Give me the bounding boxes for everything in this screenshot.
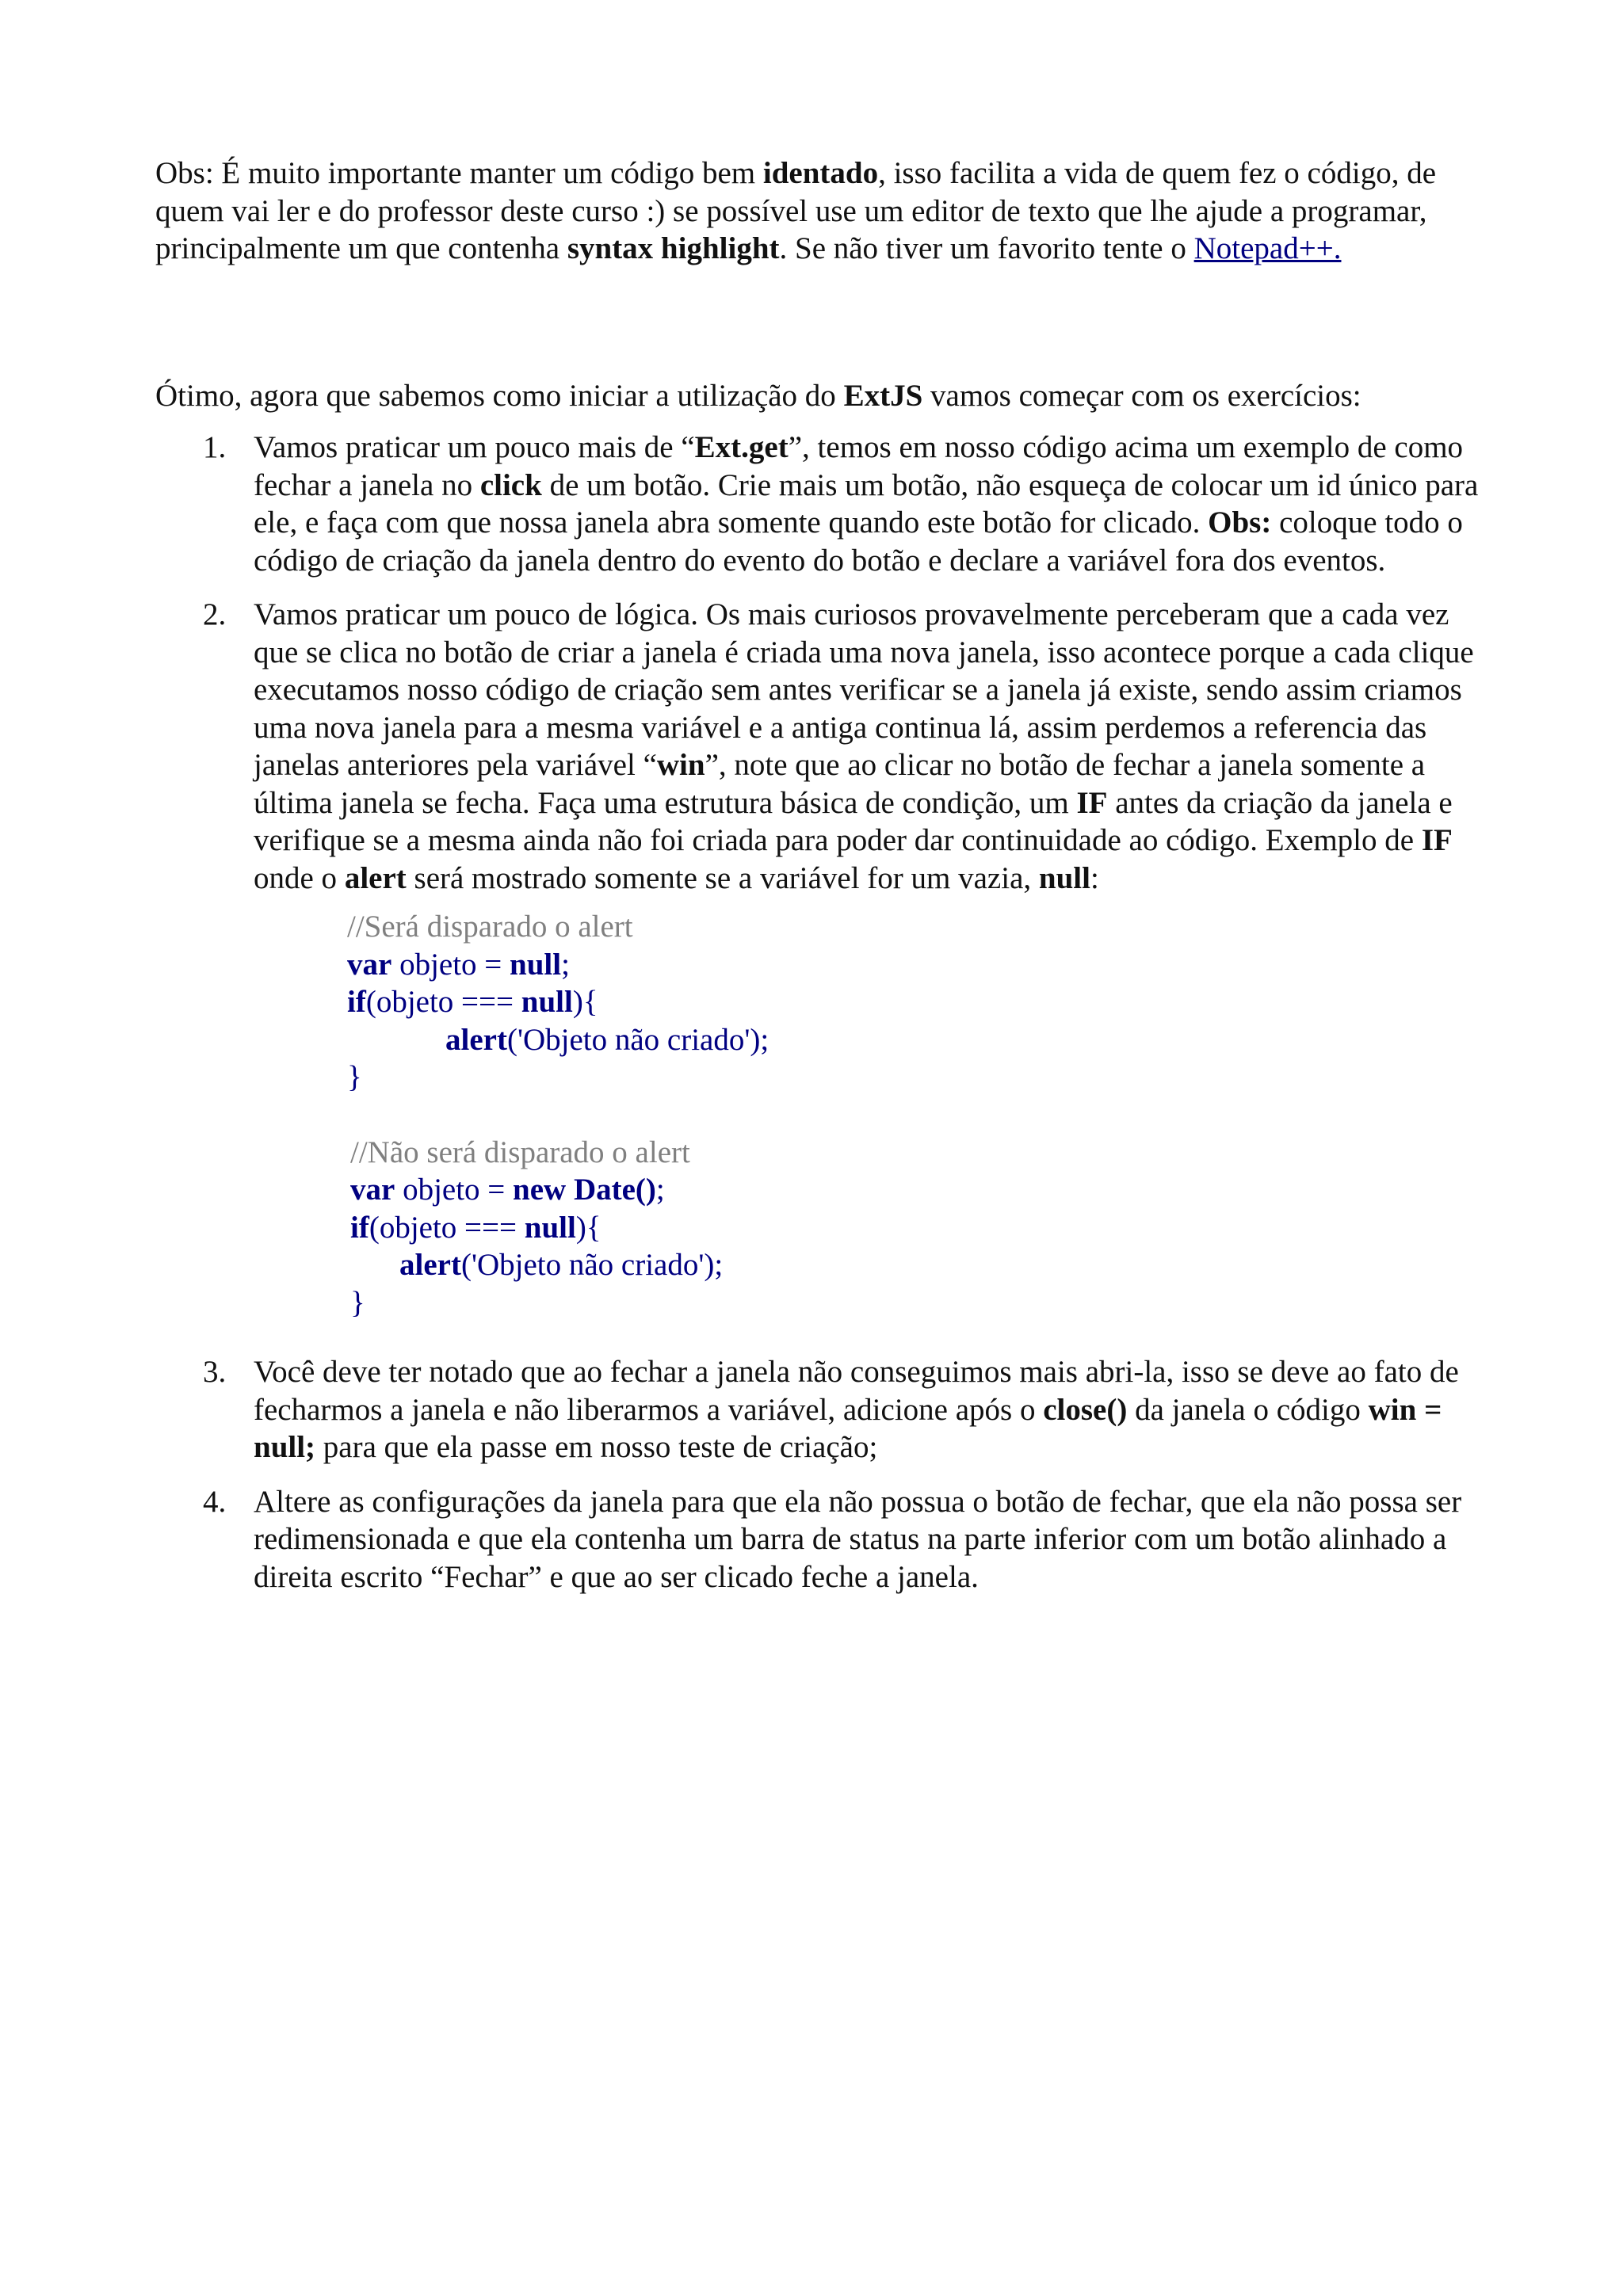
- exercise-number: 2.: [203, 597, 227, 631]
- code-line: [347, 1246, 1487, 1284]
- obs-bold-syntax-highlight: syntax highlight: [567, 231, 780, 265]
- intro-bold-extjs: ExtJS: [843, 379, 923, 413]
- code-text: ('Objeto não criado');: [506, 1022, 769, 1057]
- exercise-number: 3.: [203, 1355, 227, 1389]
- code-text: (objeto ===: [365, 985, 521, 1019]
- code-keyword: null: [524, 1210, 576, 1245]
- exercise-item-2: [155, 596, 1487, 1322]
- code-keyword: alert: [445, 1022, 507, 1057]
- obs-bold-identado: identado: [762, 156, 879, 190]
- code-text: (objeto ===: [369, 1210, 525, 1245]
- code-line: }: [350, 1285, 365, 1320]
- code-text: ){: [575, 1210, 601, 1245]
- exercise-bold: alert: [344, 860, 407, 895]
- exercise-text: coloque todo o código de criação da janela dentro do evento do botão e declare a variável fora dos eventos.: [254, 505, 1463, 578]
- obs-text-3: . Se não tiver um favorito tente o: [779, 231, 1194, 265]
- code-keyword: null: [510, 947, 562, 982]
- code-example: [347, 908, 1487, 1322]
- exercise-number: 1.: [203, 430, 227, 464]
- code-line: [347, 1209, 1487, 1247]
- exercise-bold: win = null;: [254, 1392, 1442, 1464]
- code-keyword: if: [350, 1210, 369, 1245]
- exercise-text: ”, temos em nosso código acima um exemplo de como fechar a janela no: [254, 430, 1464, 502]
- code-text: ;: [561, 947, 570, 982]
- intro-text-2: vamos começar com os exercícios:: [922, 379, 1361, 413]
- exercise-text: será mostrado somente se a variável for um vazia,: [406, 860, 1039, 895]
- exercise-bold: Obs:: [1208, 505, 1272, 540]
- code-text: ('Objeto não criado');: [460, 1248, 724, 1282]
- exercise-bold: IF: [1421, 823, 1453, 857]
- code-text: ){: [572, 985, 598, 1019]
- exercise-bold: IF: [1076, 785, 1108, 820]
- intro-text-1: Ótimo, agora que sabemos como iniciar a utilização do: [155, 379, 844, 413]
- code-line: [347, 1021, 1487, 1059]
- exercise-text: Você deve ter notado que ao fechar a janela não conseguimos mais abri-la, isso se deve ao fato de fecharmos a janela e não liberarmos a variável, adicione após o: [254, 1355, 1459, 1427]
- exercise-text: Altere as configurações da janela para que ela não possua o botão de fechar, que ela não possa ser redimensionada e que ela contenha um barra de status na parte inferior com um botão alinhado a direita escrito “Fechar” e que ao ser clicado feche a janela.: [254, 1484, 1462, 1594]
- exercise-bold: close(): [1043, 1392, 1128, 1427]
- exercise-bold: click: [479, 467, 542, 502]
- code-line: [347, 946, 1487, 984]
- exercise-text: antes da criação da janela e verifique se a mesma ainda não foi criada para poder dar continuidade ao código. Exemplo de: [254, 785, 1453, 857]
- exercise-list: [155, 429, 1487, 1612]
- code-comment: //Não será disparado o alert: [350, 1135, 690, 1169]
- exercise-text: para que ela passe em nosso teste de criação;: [315, 1430, 878, 1464]
- code-text: objeto =: [391, 947, 510, 982]
- exercise-bold: null: [1038, 860, 1090, 895]
- exercise-item-1: [155, 429, 1487, 579]
- code-keyword: null: [521, 985, 573, 1019]
- exercise-bold: Ext.get: [694, 430, 789, 464]
- exercise-item-3: [155, 1353, 1487, 1466]
- obs-text-1: Obs: É muito importante manter um código bem: [155, 156, 763, 190]
- exercise-text: Vamos praticar um pouco mais de “: [254, 430, 695, 464]
- exercise-text: da janela o código: [1127, 1392, 1369, 1427]
- code-text: objeto =: [395, 1173, 514, 1207]
- exercise-item-4: [155, 1483, 1487, 1596]
- exercise-text: onde o: [254, 860, 345, 895]
- code-example-not-fires: [347, 1134, 1487, 1322]
- code-line: [347, 1171, 1487, 1209]
- code-comment: //Será disparado o alert: [347, 910, 633, 944]
- notepad-link[interactable]: Notepad++.: [1193, 231, 1342, 265]
- exercise-text: Vamos praticar um pouco de lógica. Os mais curiosos provavelmente perceberam que a cada vez que se clica no botão de criar a janela é criada uma nova janela, isso acontece porque a cada clique executamos nosso código de criação sem antes verificar se a janela já existe, sendo assim criamos uma nova janela para a mesma variável e a antiga continua lá, assim perdemos a referencia das janelas anteriores pela variável “: [254, 597, 1474, 782]
- code-keyword: new Date(): [513, 1173, 656, 1207]
- code-line: [347, 983, 1487, 1021]
- exercise-number: 4.: [203, 1484, 227, 1519]
- code-keyword: var: [350, 1173, 395, 1207]
- code-keyword: alert: [399, 1248, 461, 1282]
- intro-paragraph: [155, 377, 1487, 415]
- code-keyword: var: [347, 947, 392, 982]
- code-text: ;: [655, 1173, 665, 1207]
- code-keyword: if: [347, 985, 366, 1019]
- code-line: }: [347, 1060, 362, 1094]
- exercise-bold: win: [656, 748, 705, 782]
- code-example-fires: [347, 908, 1487, 1097]
- obs-paragraph: [155, 154, 1487, 268]
- exercise-text: :: [1090, 860, 1099, 895]
- exercise-text: ”, note que ao clicar no botão de fechar a janela somente a última janela se fecha. Faça uma estrutura básica de condição, um: [254, 748, 1426, 820]
- exercise-text: de um botão. Crie mais um botão, não esqueça de colocar um id único para ele, e faça com que nossa janela abra somente quando este botão for clicado.: [254, 467, 1479, 540]
- obs-text-2: , isso facilita a vida de quem fez o código, de quem vai ler e do professor deste curso :) se possível use um editor de texto que lhe ajude a programar, principalmente um que contenha: [155, 156, 1437, 265]
